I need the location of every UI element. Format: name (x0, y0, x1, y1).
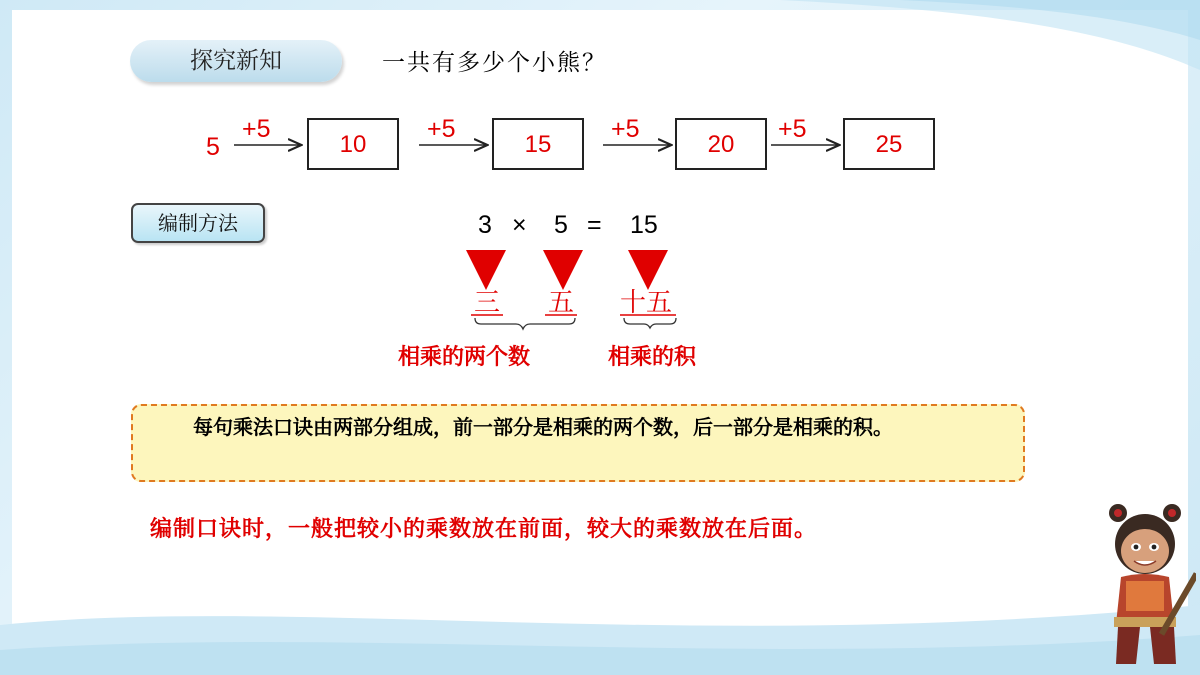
question-text: 一共有多少个小熊？ (382, 50, 607, 76)
chinese-a: 三 (474, 288, 501, 318)
step-label: +5 (611, 115, 640, 143)
rule-text: 编制口诀时，一般把较小的乘数放在前面，较大的乘数放在后面。 (150, 516, 818, 542)
sequence-box: 25 (843, 118, 935, 170)
note-box (131, 404, 1025, 482)
brace-icon (475, 318, 575, 329)
factors-label: 相乘的两个数 (398, 344, 531, 370)
chinese-result: 十五 (620, 288, 673, 318)
sequence-box: 15 (492, 118, 584, 170)
step-label: +5 (427, 115, 456, 143)
step-label: +5 (242, 115, 271, 143)
cartoon-character-image (1096, 499, 1196, 669)
sequence-box: 10 (307, 118, 399, 170)
times-sign: × (512, 211, 527, 239)
sequence-box: 20 (675, 118, 767, 170)
product-label: 相乘的积 (608, 344, 697, 370)
section-tag: 探究新知 (130, 40, 342, 82)
product: 15 (630, 211, 658, 239)
equals-sign: = (587, 211, 602, 239)
note-text: 每句乘法口诀由两部分组成，前一部分是相乘的两个数，后一部分是相乘的积。 (193, 415, 893, 439)
start-number: 5 (206, 133, 220, 161)
brace-icon (624, 318, 676, 328)
chinese-b: 五 (548, 288, 575, 318)
method-tag: 编制方法 (131, 203, 265, 243)
factor-b: 5 (554, 211, 568, 239)
step-label: +5 (778, 115, 807, 143)
factor-a: 3 (478, 211, 492, 239)
